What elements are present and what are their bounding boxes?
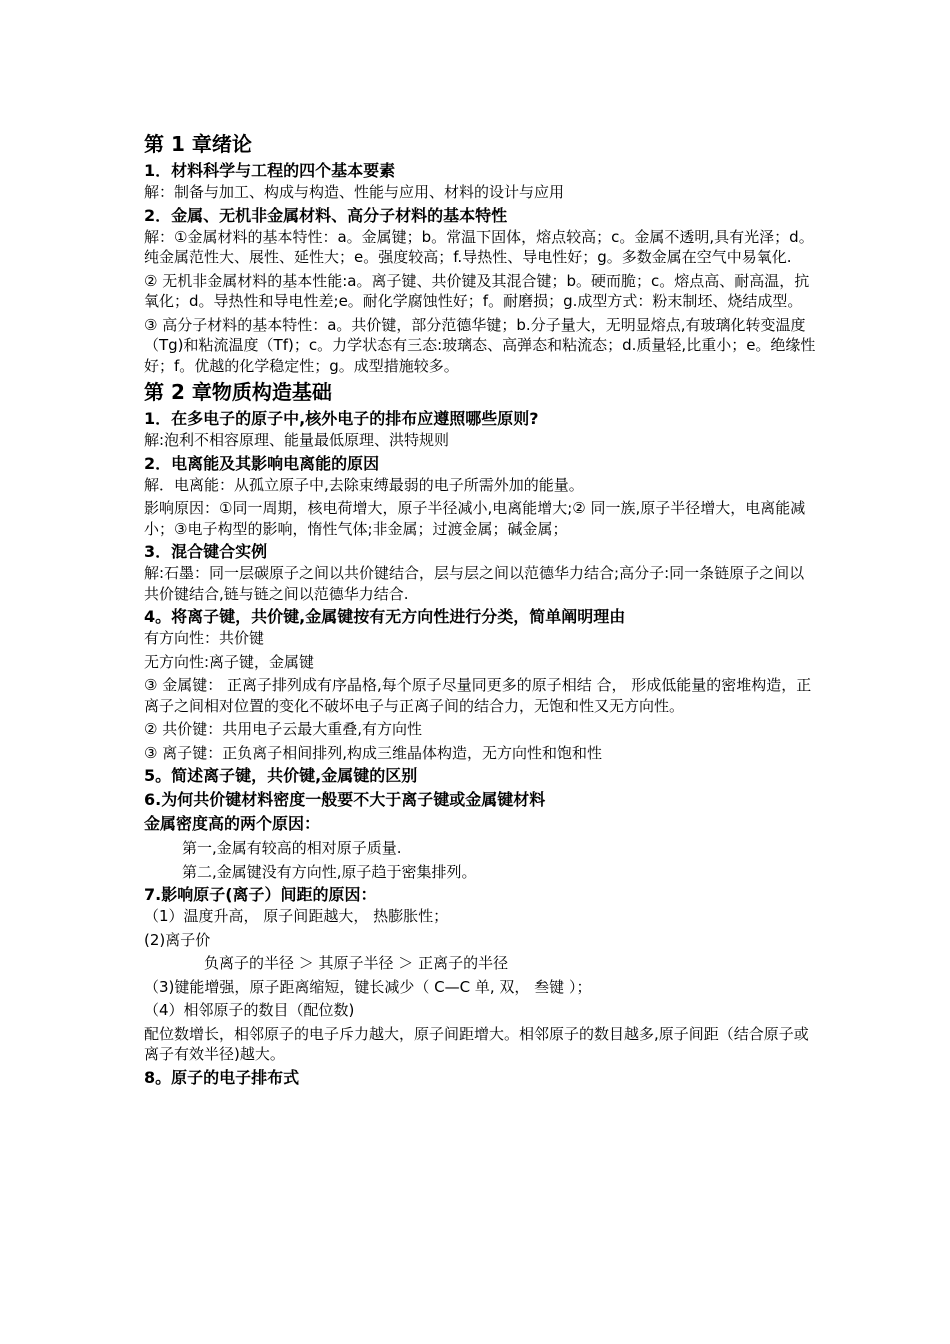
answer-text: 解．电离能：从孤立原子中,去除束缚最弱的电子所需外加的能量。 [144,475,584,494]
answer-text: 解：①金属材料的基本特性：a。金属键；b。常温下固体，熔点较高；c。金属不透明,具有光泽；d。纯金属范性大、展性、延性大；e。强度较高；f.导热性、导电性好；g。多数金属在空气中易氧化. [144,227,814,266]
document-body [144,128,816,1089]
question-heading: 7.影响原子(离子）间距的原因： [144,885,377,904]
question-heading: 3．混合键合实例 [144,542,268,561]
answer-text: ② 共价键：共用电子云最大重叠,有方向性 [144,720,422,738]
answer-text: 有方向性：共价键 [144,629,265,647]
question-heading: 1．材料科学与工程的四个基本要素 [144,161,396,180]
answer-text: （3)键能增强，原子距离缩短，键长减少（ C—C 单, 双， 叁键 ）； [144,977,592,996]
answer-text: ③ 高分子材料的基本特性：a。共价键，部分范德华键；b.分子量大，无明显熔点,有玻璃化转变温度（Tg)和粘流温度（Tf)；c。力学状态有三态:玻璃态、高弹态和粘流态；d.质量轻,比重小；e。绝缘性好；f。优越的化学稳定性；g。成型措施较多。 [144,315,816,375]
answer-text: 解:泡利不相容原理、能量最低原理、洪特规则 [144,431,450,449]
answer-text: ③ 离子键：正负离子相间排列,构成三维晶体构造，无方向性和饱和性 [144,743,602,762]
answer-text: （1）温度升高， 原子间距越大， 热膨胀性； [144,907,449,925]
answer-text: 配位数增长，相邻原子的电子斥力越大，原子间距增大。相邻原子的数目越多,原子间距（结合原子或离子有效半径)越大。 [144,1024,809,1063]
answer-text: 第二,金属键没有方向性,原子趋于密集排列。 [182,862,477,881]
question-heading: 1．在多电子的原子中,核外电子的排布应遵照哪些原则? [144,409,539,428]
chapter-1-title: 第 1 章绪论 [144,132,252,156]
question-heading: 5。简述离子键，共价键,金属键的区别 [144,766,418,785]
answer-text: 第一,金属有较高的相对原子质量. [182,839,402,857]
answer-text: 影响原因：①同一周期，核电荷增大，原子半径减小,电离能增大;② 同一族,原子半径增大，电离能减小；③电子构型的影响，惰性气体;非金属；过渡金属；碱金属； [144,499,806,538]
chapter-2-title: 第 2 章物质构造基础 [144,380,332,404]
answer-text: 无方向性:离子键，金属键 [144,652,315,671]
question-heading: 2．电离能及其影响电离能的原因 [144,453,380,473]
question-heading: 6.为何共价键材料密度一般要不大于离子键或金属键材料 [144,790,546,809]
question-heading: 8。原子的电子排布式 [144,1067,300,1087]
answer-text: 负离子的半径 ＞ 其原子半径 ＞ 正离子的半径 [204,954,509,972]
question-heading: 4。将离子键，共价键,金属键按有无方向性进行分类，简单阐明理由 [144,607,626,626]
answer-text: 解：制备与加工、构成与构造、性能与应用、材料的设计与应用 [144,183,565,201]
answer-text: （4）相邻原子的数目（配位数) [144,1001,355,1019]
answer-text: 解:石墨：同一层碳原子之间以共价键结合，层与层之间以范德华力结合;高分子:同一条链原子之间以共价键结合,链与链之间以范德华力结合. [144,564,805,603]
question-heading: 2．金属、无机非金属材料、高分子材料的基本特性 [144,205,508,225]
answer-text: ③ 金属键： 正离子排列成有序晶格,每个原子尽量同更多的原子相结 合， 形成低能量的密堆构造，正离子之间相对位置的变化不破坏电子与正离子间的结合力，无饱和性又无方向性。 [144,676,812,715]
answer-text: ② 无机非金属材料的基本性能:a。离子键、共价键及其混合键；b。硬而脆；c。熔点高、耐高温，抗氧化；d。导热性和导电性差;e。耐化学腐蚀性好；f。耐磨损；g.成型方式：粉末制坯、烧结成型。 [144,271,810,310]
sub-heading: 金属密度高的两个原因： [144,814,321,833]
answer-text: (2)离子价 [144,930,211,949]
